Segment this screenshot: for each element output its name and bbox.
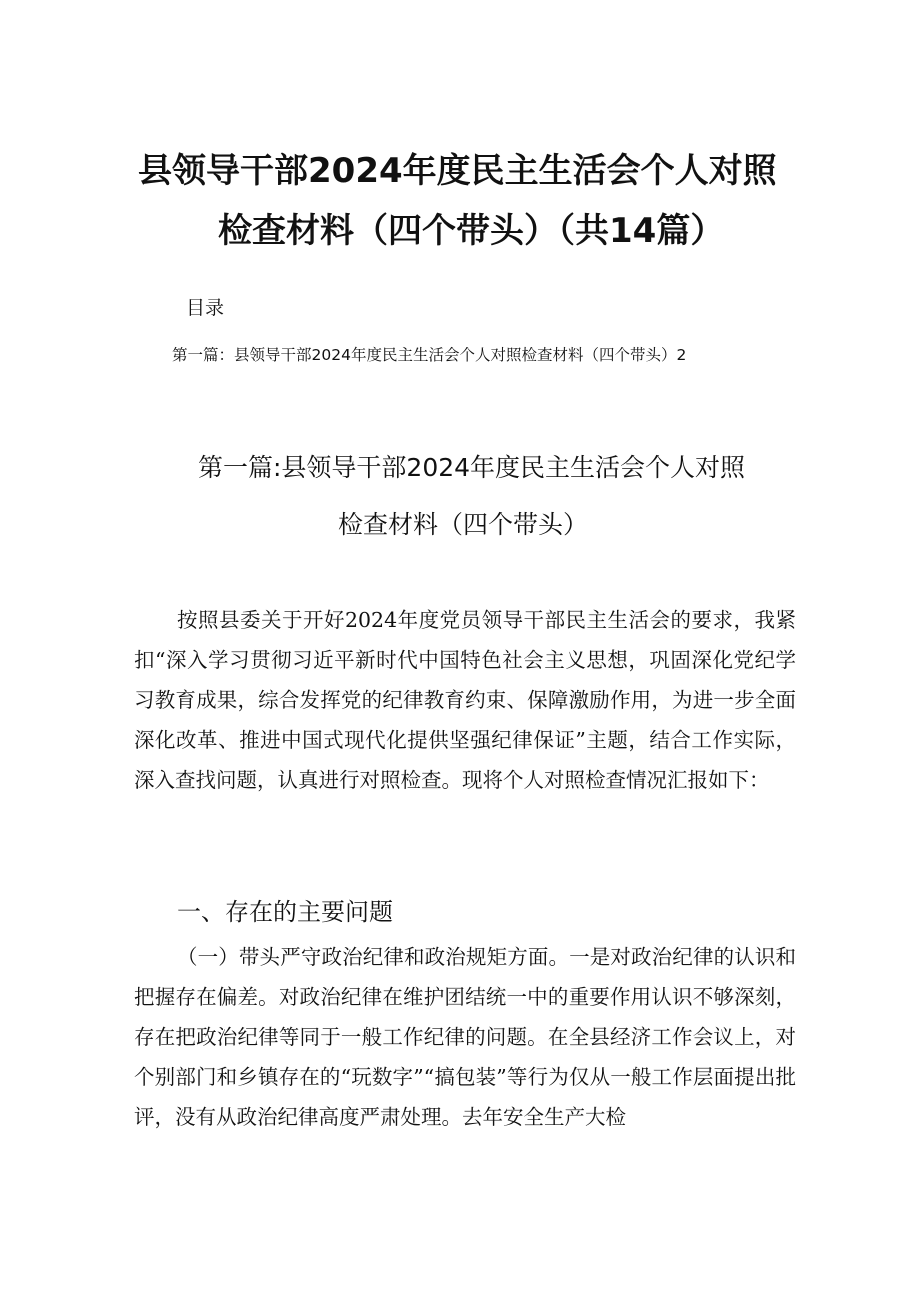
heading-main-problems: 一、存在的主要问题: [177, 898, 393, 926]
toc-entry-1[interactable]: 第一篇：县领导干部2024年度民主生活会个人对照检查材料（四个带头）2: [172, 346, 687, 364]
intro-paragraph: 按照县委关于开好2024年度党员领导干部民主生活会的要求，我紧扣“深入学习贯彻习近平新时代中国特色社会主义思想，巩固深化党纪学习教育成果，综合发挥党的纪律教育约束、保障激励作用，为进一步全面深化改革、推进中国式现代化提供坚强纪律保证”主题，结合工作实际，深入查找问题，认真进行对照检查。现将个人对照检查情况汇报如下：: [134, 608, 796, 792]
section-title-line-2: 检查材料（四个带头）: [338, 510, 589, 539]
toc-heading: 目录: [186, 297, 225, 319]
paragraph-political-discipline: （一）带头严守政治纪律和政治规矩方面。一是对政治纪律的认识和把握存在偏差。对政治纪律在维护团结统一中的重要作用认识不够深刻，存在把政治纪律等同于一般工作纪律的问题。在全县经济工作会议上，对个别部门和乡镇存在的“玩数字”“搞包装”等行为仅从一般工作层面提出批评，没有从政治纪律高度严肃处理。去年安全生产大检: [134, 945, 796, 1129]
section-title-line-1: 第一篇:县领导干部2024年度民主生活会个人对照: [198, 453, 746, 482]
document-title-line-2: 检查材料（四个带头）（共14篇）: [218, 211, 725, 251]
document-title-line-1: 县领导干部2024年度民主生活会个人对照: [138, 151, 777, 191]
